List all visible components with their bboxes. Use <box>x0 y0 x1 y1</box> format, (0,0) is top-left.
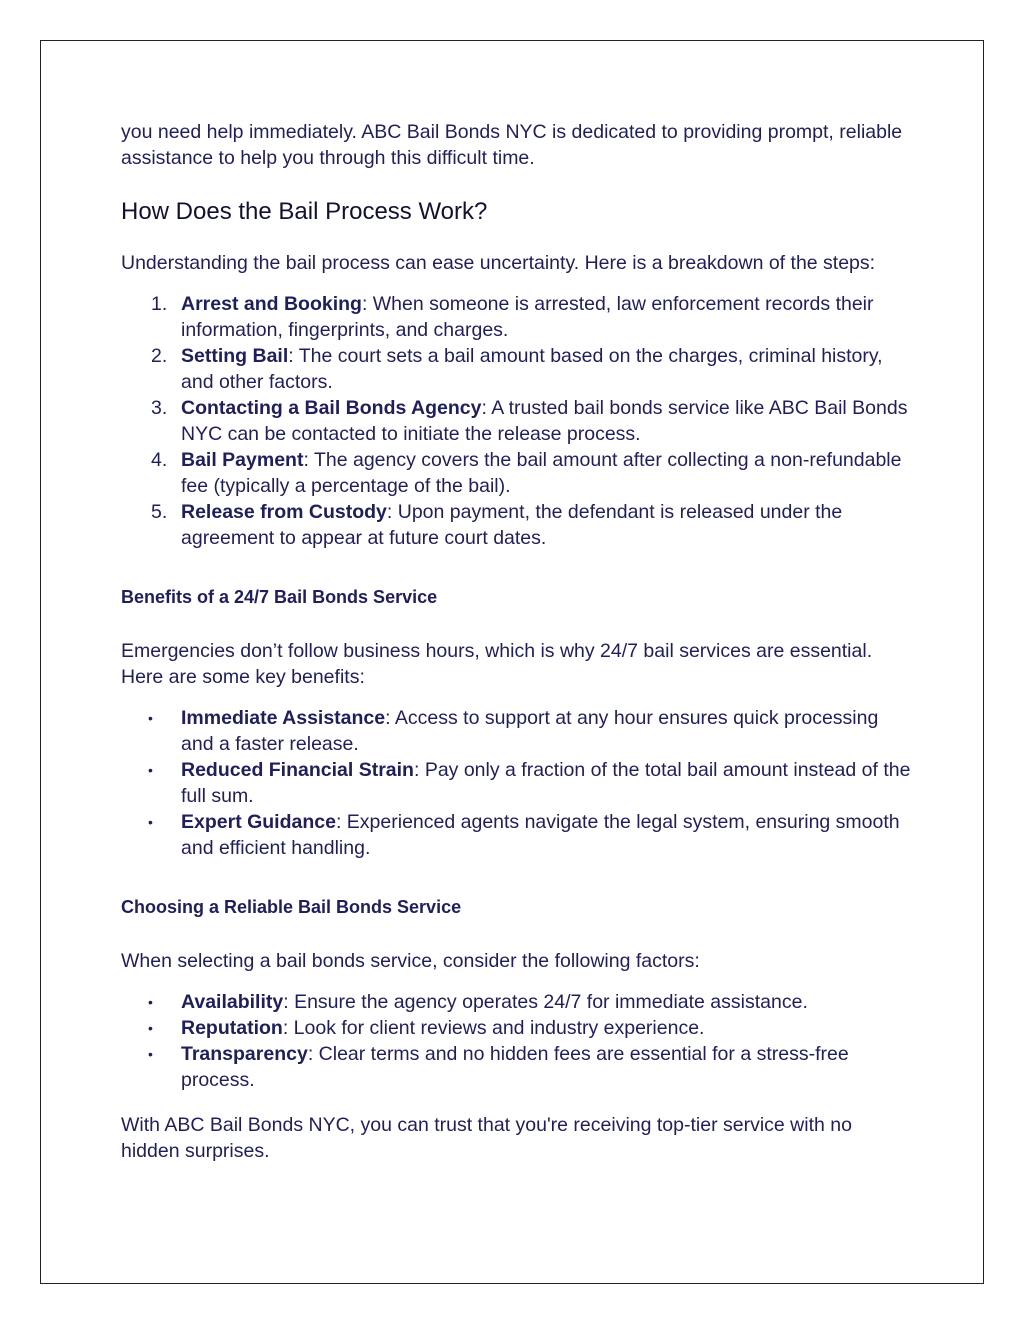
step-item <box>121 395 911 447</box>
benefit-term: Immediate Assistance <box>181 707 386 729</box>
benefits-list <box>121 705 911 861</box>
closing-paragraph: With ABC Bail Bonds NYC, you can trust that you're receiving top-tier service with no hidden surprises. <box>121 1114 852 1162</box>
step-number: 3. <box>151 397 168 419</box>
benefit-term: Expert Guidance <box>181 811 336 833</box>
step-term: Bail Payment <box>181 449 304 471</box>
benefit-desc: : Experienced agents navigate the legal system, ensuring smooth and efficient handling. <box>181 811 900 859</box>
factor-item <box>121 1041 911 1093</box>
benefit-item <box>121 757 911 809</box>
step-desc: : Upon payment, the defendant is released under the agreement to appear at future court dates. <box>181 501 843 549</box>
step-number: 2. <box>151 345 168 367</box>
benefits-heading: Benefits of a 24/7 Bail Bonds Service <box>121 587 438 607</box>
bullet-icon: • <box>148 994 153 1010</box>
benefit-desc: : Pay only a fraction of the total bail amount instead of the full sum. <box>181 759 911 807</box>
step-desc: : The agency covers the bail amount after collecting a non-refundable fee (typically a percentage of the bail). <box>181 449 902 497</box>
benefit-item <box>121 705 911 757</box>
bullet-icon: • <box>148 710 153 726</box>
step-number: 4. <box>151 449 168 471</box>
document-body <box>121 119 911 1164</box>
intro-paragraph: you need help immediately. ABC Bail Bonds NYC is dedicated to providing prompt, reliable assistance to help you through this difficult time. <box>121 121 903 169</box>
choosing-heading: Choosing a Reliable Bail Bonds Service <box>121 897 462 917</box>
benefit-item <box>121 809 911 861</box>
bullet-icon: • <box>148 1020 153 1036</box>
choosing-lead: When selecting a bail bonds service, consider the following factors: <box>121 950 700 972</box>
step-number: 5. <box>151 501 168 523</box>
factor-term: Availability <box>181 991 284 1013</box>
factor-desc: : Look for client reviews and industry experience. <box>282 1017 705 1039</box>
factor-item <box>121 989 911 1015</box>
factor-desc: : Ensure the agency operates 24/7 for immediate assistance. <box>283 991 808 1013</box>
bullet-icon: • <box>148 814 153 830</box>
step-number: 1. <box>151 293 168 315</box>
step-item <box>121 343 911 395</box>
step-item <box>121 291 911 343</box>
step-item <box>121 447 911 499</box>
step-desc: : A trusted bail bonds service like ABC Bail Bonds NYC can be contacted to initiate the release process. <box>181 397 908 445</box>
steps-list <box>121 291 911 551</box>
factor-desc: : Clear terms and no hidden fees are essential for a stress-free process. <box>181 1043 849 1091</box>
bullet-icon: • <box>148 1046 153 1062</box>
benefit-term: Reduced Financial Strain <box>181 759 414 781</box>
benefit-desc: : Access to support at any hour ensures quick processing and a faster release. <box>181 707 879 755</box>
bullet-icon: • <box>148 762 153 778</box>
factor-item <box>121 1015 911 1041</box>
factor-term: Reputation <box>181 1017 283 1039</box>
step-term: Arrest and Booking <box>181 293 362 315</box>
step-desc: : The court sets a bail amount based on the charges, criminal history, and other factors. <box>181 345 883 393</box>
factors-list <box>121 989 911 1093</box>
step-term: Setting Bail <box>181 345 289 367</box>
step-term: Release from Custody <box>181 501 387 523</box>
process-heading: How Does the Bail Process Work? <box>121 198 488 225</box>
step-item <box>121 499 911 551</box>
step-term: Contacting a Bail Bonds Agency <box>181 397 482 419</box>
factor-term: Transparency <box>181 1043 308 1065</box>
process-lead: Understanding the bail process can ease uncertainty. Here is a breakdown of the steps: <box>121 252 876 274</box>
benefits-lead: Emergencies don’t follow business hours, which is why 24/7 bail services are essential. Here are some key benefits: <box>121 640 873 688</box>
step-desc: : When someone is arrested, law enforcement records their information, fingerprints, and charges. <box>181 293 874 341</box>
